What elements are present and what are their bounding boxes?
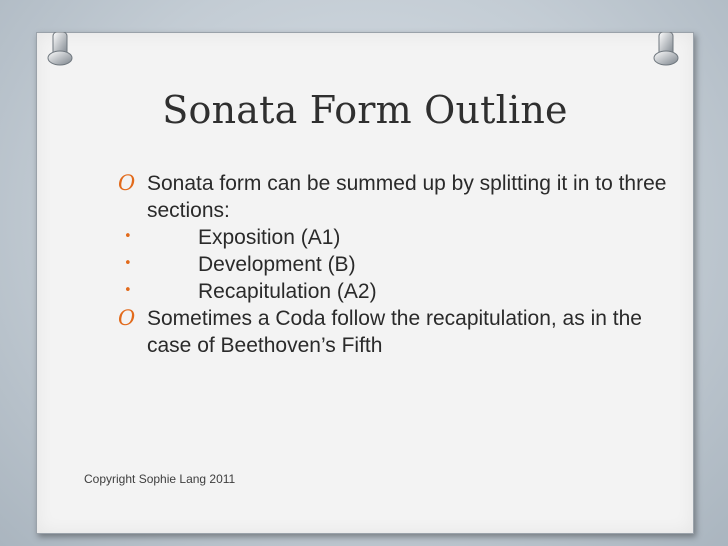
bullet-marker: •	[124, 229, 132, 244]
bullet-marker: •	[124, 283, 132, 298]
bolt-icon	[652, 32, 680, 66]
bullet-marker: O	[118, 171, 136, 195]
bullet-list	[118, 170, 678, 359]
sub-bullet-item	[118, 224, 678, 251]
bullet-item	[118, 305, 678, 359]
bullet-text: Sometimes a Coda follow the recapitulation, as in the case of Beethoven’s Fifth	[147, 307, 642, 357]
bullet-text: Recapitulation (A2)	[198, 280, 377, 303]
bolt-icon	[46, 32, 74, 66]
bullet-item	[118, 170, 678, 224]
bullet-marker: •	[124, 256, 132, 271]
bullet-text: Exposition (A1)	[198, 226, 341, 249]
bullet-text: Development (B)	[198, 253, 356, 276]
bullet-marker: O	[118, 306, 136, 330]
slide-title: Sonata Form Outline	[162, 88, 568, 132]
copyright-text: Copyright Sophie Lang 2011	[84, 472, 236, 486]
bullet-text: Sonata form can be summed up by splitting it in to three sections:	[147, 172, 667, 222]
sub-bullet-item	[118, 278, 678, 305]
sub-bullet-item	[118, 251, 678, 278]
